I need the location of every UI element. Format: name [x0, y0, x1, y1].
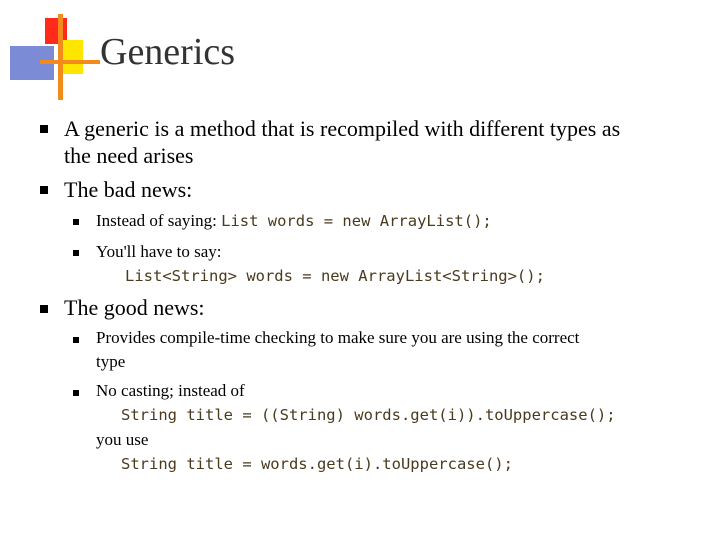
sub-bullet-text: Provides compile-time checking to make sure you are using the correct	[96, 328, 580, 347]
decorative-logo	[0, 0, 100, 100]
sub-bullet-marker	[73, 219, 79, 225]
bullet-text: The good news:	[64, 295, 205, 320]
sub-bullet-label: Instead of saying:	[96, 211, 222, 230]
sub-bullet-text	[96, 209, 492, 233]
sub-bullet-marker	[73, 250, 79, 256]
code-snippet: List words = new ArrayList();	[221, 212, 492, 230]
bullet-text: The bad news:	[64, 177, 193, 202]
sub-bullet-text: type	[96, 352, 126, 371]
sub-bullet-text: you use	[96, 430, 149, 449]
sub-bullet-marker	[73, 390, 79, 396]
bullet-text: the need arises	[64, 143, 194, 168]
bullet-text: A generic is a method that is recompiled with different types as	[64, 116, 621, 141]
code-snippet: String title = ((String) words.get(i)).toUppercase();	[121, 406, 616, 424]
code-snippet: List<String> words = new ArrayList<String>();	[125, 267, 545, 285]
bullet-marker	[40, 125, 48, 133]
sub-bullet-marker	[73, 337, 79, 343]
bullet-marker	[40, 305, 48, 313]
code-snippet: String title = words.get(i).toUppercase();	[121, 455, 513, 473]
bullet-marker	[40, 186, 48, 194]
sub-bullet-text: No casting; instead of	[96, 381, 245, 400]
sub-bullet-text: You'll have to say:	[96, 242, 222, 261]
slide-title: Generics	[100, 31, 236, 73]
